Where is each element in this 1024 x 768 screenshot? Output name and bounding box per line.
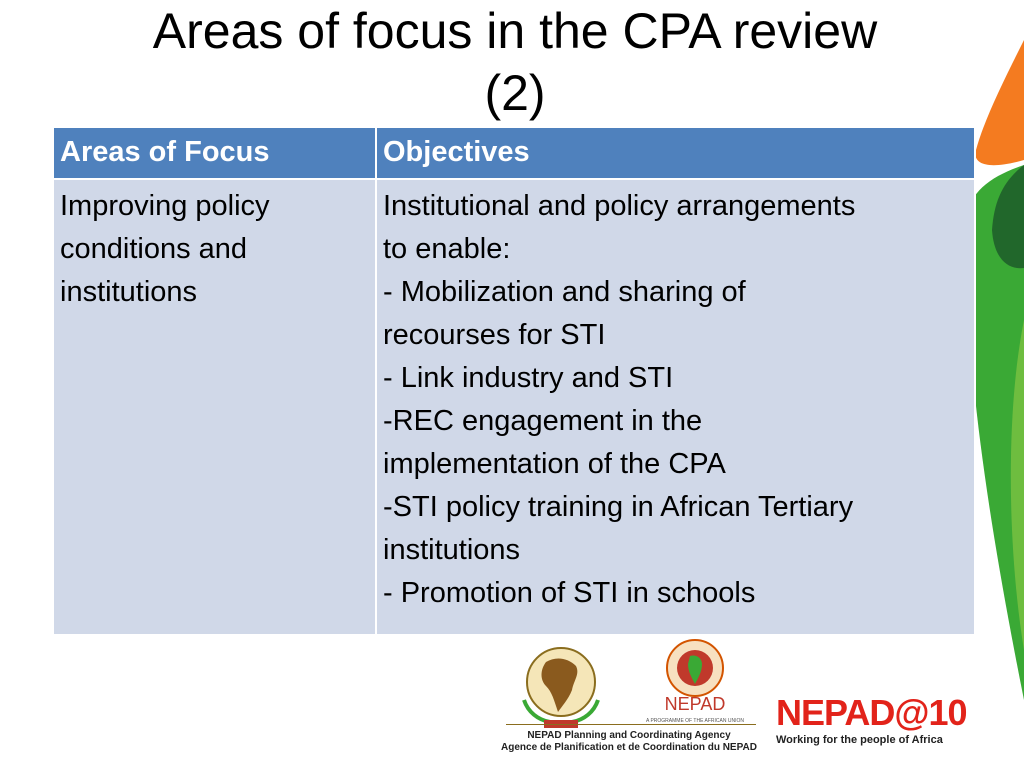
objective-line: Institutional and policy arrangements [383,190,856,222]
objectives-cell [376,179,975,635]
african-union-emblem-icon [506,640,616,730]
objective-line: to enable: [383,233,511,265]
logo-strip [500,636,967,760]
objective-line: - Mobilization and sharing of [383,276,746,308]
objective-line: institutions [383,534,521,566]
agency-caption-fr: Agence de Planification et de Coordination du NEPAD [501,742,757,753]
slide-title [60,0,970,124]
nepad-emblem-icon [640,636,750,726]
table-row [53,179,975,635]
nepad-emblem-text: NEPAD [664,694,726,714]
focus-table [52,126,976,636]
nepad10-logo: NEPAD@10 [776,692,967,733]
area-line: conditions and [60,233,248,265]
objective-line: -REC engagement in the [383,405,703,437]
agency-caption-en: NEPAD Planning and Coordinating Agency [527,730,731,741]
area-cell [53,179,376,635]
slide-title-line-2: (2) [484,65,546,121]
slide-title-line-1: Areas of focus in the CPA review [152,3,878,59]
objective-line: - Promotion of STI in schools [383,577,756,609]
objective-line: implementation of the CPA [383,448,726,480]
nepad10-tagline: Working for the people of Africa [776,734,943,746]
area-line: Improving policy [60,190,270,222]
logo-divider [506,724,756,725]
area-line: institutions [60,276,198,308]
nepad-emblem-sub: A PROGRAMME OF THE AFRICAN UNION [646,718,744,724]
objective-line: recourses for STI [383,319,606,351]
header-objectives: Objectives [376,127,975,179]
table-header-row [53,127,975,179]
objective-line: - Link industry and STI [383,362,674,394]
agency-caption [500,730,758,754]
header-areas-of-focus: Areas of Focus [53,127,376,179]
objective-line: -STI policy training in African Tertiary [383,491,854,523]
